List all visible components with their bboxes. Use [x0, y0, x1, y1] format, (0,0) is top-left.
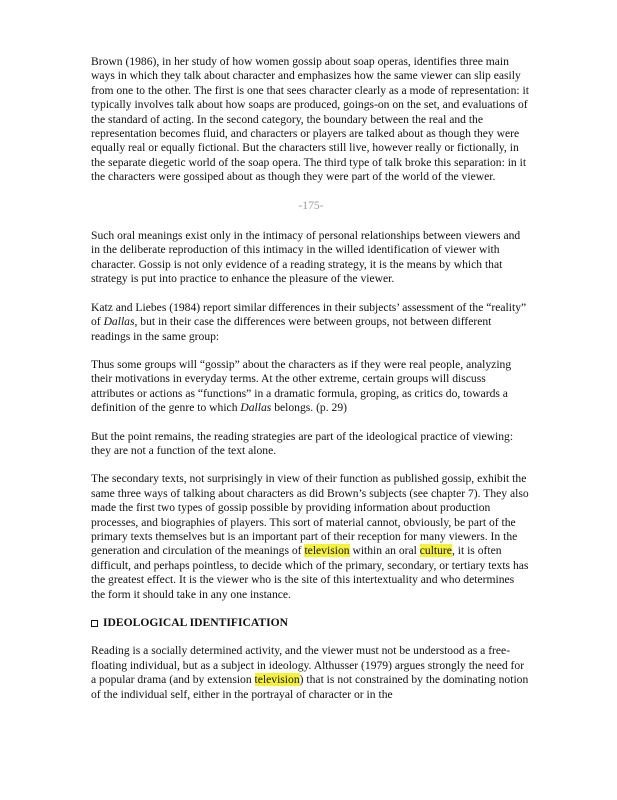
- italic-title-dallas: Dallas: [103, 315, 135, 329]
- paragraph-point-remains: But the point remains, the reading strategies are part of the ideological practice of viewing: they are not a function of the text alone.: [91, 429, 514, 457]
- text-run: Katz and Liebes (1984) report similar differences in their subjects’ assessment of the “reality” of: [91, 300, 527, 329]
- document-page: [91, 55, 531, 716]
- text-run: belongs. (p. 29): [271, 401, 347, 415]
- paragraph-brown-1986: Brown (1986), in her study of how women gossip about soap operas, identifies three main ways in which they talk about character and emphasizes how the same viewer can slip easily from one to the other. The first is one that sees character clearly as a mode of representation: it typically involves talk about how soaps are produced, goings-on on the set, and evaluations of the standard of acting. In the second category, the boundary between the real and the representation becomes fluid, and characters or players are talked about as though they were equally real or equally fictional. But the characters still live, however really or fictionally, in the separate diegetic world of the soap opera. The third type of talk broke this separation: in it the characters were gossiped about as though they were part of the world of the viewer.: [91, 55, 529, 184]
- text-run: , it is often difficult, and perhaps pointless, to decide which of the primary, secondary, or tertiary texts has the greatest effect. It is the viewer who is the site of this intertextuality and who determines the form it should take in any one instance.: [91, 544, 529, 601]
- section-heading: [91, 616, 531, 630]
- highlight-television[interactable]: television: [304, 544, 350, 558]
- text-run: Thus some groups will “gossip” about the characters as if they were real people, analyzing their motivations in everyday terms. At the other extreme, certain groups will discuss attributes or actions as “functions” in a dramatic formula, groping, as critics do, towards a definition of the genre to which: [91, 357, 512, 415]
- paragraph-oral-meanings: Such oral meanings exist only in the intimacy of personal relationships between viewers and in the deliberate reproduction of this intimacy in the willed identification of viewer with character. Gossip is not only evidence of a reading strategy, it is the means by which that strategy is put into practice to enhance the pleasure of the viewer.: [91, 229, 521, 286]
- italic-title-dallas: Dallas: [240, 401, 272, 415]
- text-run: Reading is a socially determined activity, and the viewer must not be understood as a free-floating individual, but as a subject in ideology. Althusser (1979) argues strongly the need for a popular drama (and by extension: [91, 644, 525, 687]
- square-bullet-icon: [91, 620, 98, 627]
- text-run: within an oral: [349, 544, 420, 558]
- text-run: ) that is not constrained by the dominating notion of the individual self, either in the portrayal of character or in the: [91, 673, 529, 701]
- page-number: -175-: [298, 198, 324, 212]
- highlight-culture[interactable]: culture: [419, 544, 452, 558]
- highlight-television[interactable]: television: [254, 673, 300, 687]
- paragraph-reading-social: [91, 644, 531, 702]
- paragraph-katz-liebes: [91, 301, 531, 344]
- paragraph-quotation: [91, 358, 531, 416]
- text-run: The secondary texts, not surprisingly in view of their function as published gossip, exhibit the same three ways of talking about characters as did Brown’s subjects (see chapter 7). They also made the first two types of gossip possible by providing information about production processes, and biographies of players. This sort of material cannot, obviously, be part of the primary texts themselves but is an important part of their reception for many viewers. In the generation and circulation of the meanings of: [91, 472, 529, 558]
- paragraph-secondary-texts: [91, 472, 531, 602]
- text-run: , but in their case the differences were between groups, not between different readings in the same group:: [91, 315, 492, 343]
- section-heading-text: IDEOLOGICAL IDENTIFICATION: [103, 616, 289, 629]
